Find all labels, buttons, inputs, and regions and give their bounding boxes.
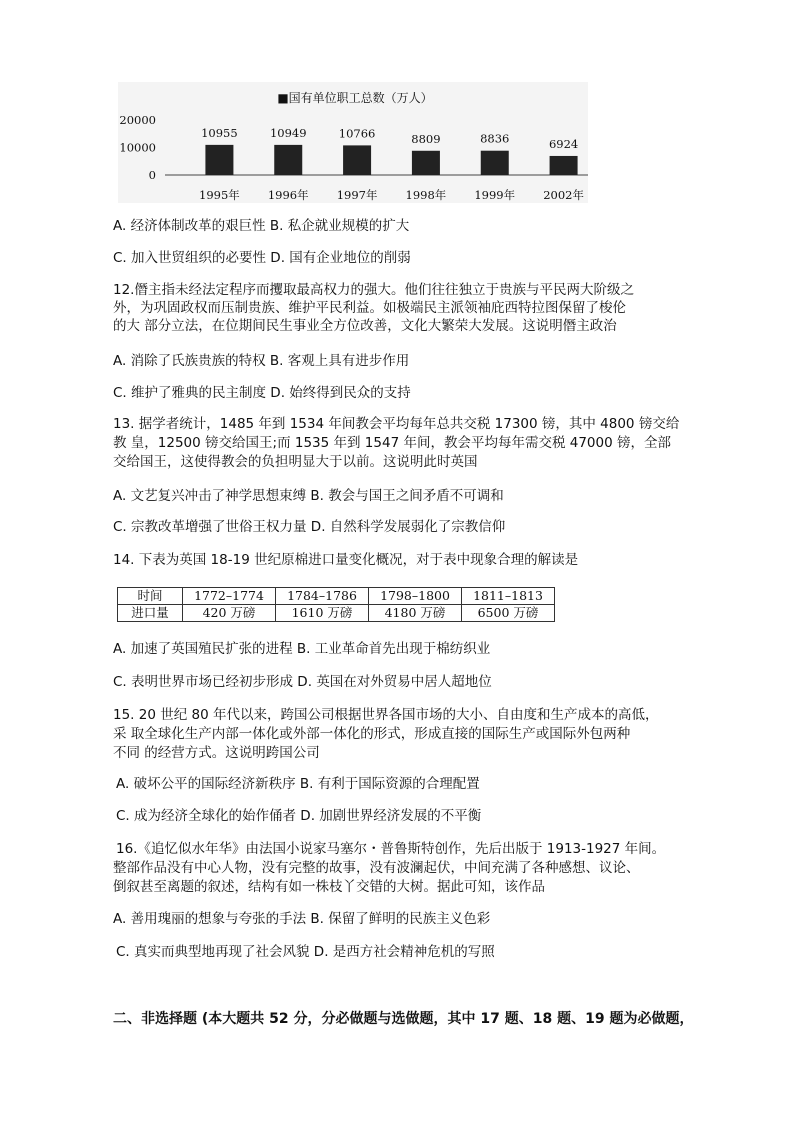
q13-stem-line-3: 交给国王，这使得教会的负担明显大于以前。这说明此时英国 xyxy=(113,454,478,470)
table-cell: 420 万磅 xyxy=(183,605,276,622)
q14-options-line-2: C. 表明世界市场已经初步形成 D. 英国在对外贸易中居人超地位 xyxy=(113,674,492,690)
q14-stem: 14. 下表为英国 18-19 世纪原棉进口量变化概况，对于表中现象合理的解读是 xyxy=(113,552,579,568)
q15-stem-line-3: 不同 的经营方式。这说明跨国公司 xyxy=(113,745,320,761)
bar xyxy=(205,145,233,175)
employee-bar-chart xyxy=(110,82,590,207)
table-row xyxy=(118,588,555,605)
data-label: 10955 xyxy=(201,125,238,140)
table-cell: 1610 万磅 xyxy=(276,605,369,622)
table-cell: 1772–1774 xyxy=(183,588,276,605)
data-label: 10949 xyxy=(269,125,307,140)
q12-stem-line-3: 的大 部分立法，在位期间民生事业全方位改善，文化大繁荣大发展。这说明僭主政治 xyxy=(113,318,617,334)
table-cell: 1811–1813 xyxy=(462,588,555,605)
data-label: 6924 xyxy=(548,136,579,151)
data-label: 8836 xyxy=(480,131,510,146)
q12-stem-line-2: 外，为巩固政权而压制贵族、维护平民利益。如极端民主派领袖庇西特拉图保留了梭伦 xyxy=(113,300,626,316)
x-tick-label: 2002年 xyxy=(543,188,584,202)
data-label: 8809 xyxy=(411,131,441,146)
table-cell: 4180 万磅 xyxy=(369,605,462,622)
table-cell: 时间 xyxy=(118,588,183,605)
q16-stem-line-1: 16.《追忆似水年华》由法国小说家马塞尔・普鲁斯特创作，先后出版于 1913-1927 年间。 xyxy=(116,841,666,857)
table-cell: 1798–1800 xyxy=(369,588,462,605)
table-cell: 进口量 xyxy=(118,605,183,622)
q13-options-line-1: A. 文艺复兴冲击了神学思想束缚 B. 教会与国王之间矛盾不可调和 xyxy=(113,488,504,504)
x-tick-label: 1997年 xyxy=(336,188,378,202)
q13-stem-line-2: 教 皇，12500 镑交给国王;而 1535 年到 1547 年间，教会平均每年需交税 47000 镑，全部 xyxy=(113,435,671,451)
y-tick-label: 20000 xyxy=(119,113,156,127)
q15-stem-line-2: 采 取全球化生产内部一体化或外部一体化的形式，形成直接的国际生产或国际外包两种 xyxy=(113,726,631,742)
x-tick-label: 1998年 xyxy=(405,188,447,202)
bar xyxy=(343,145,371,175)
bar xyxy=(550,156,578,175)
q14-options-line-1: A. 加速了英国殖民扩张的进程 B. 工业革命首先出现于棉纺织业 xyxy=(113,641,491,657)
x-tick-label: 1995年 xyxy=(199,188,240,202)
q12-options-line-1: A. 消除了氏族贵族的特权 B. 客观上具有进步作用 xyxy=(113,353,410,369)
q16-stem-line-2: 整部作品没有中心人物，没有完整的故事，没有波澜起伏，中间充满了各种感想、议论、 xyxy=(113,860,640,876)
chart-title: ■国有单位职工总数（万人） xyxy=(277,91,433,105)
q15-stem-line-1: 15. 20 世纪 80 年代以来，跨国公司根据世界各国市场的大小、自由度和生产成本的高低， xyxy=(113,707,659,723)
x-tick-label: 1999年 xyxy=(474,188,516,202)
q16-options-line-1: A. 善用瑰丽的想象与夸张的手法 B. 保留了鲜明的民族主义色彩 xyxy=(113,911,491,927)
table-row xyxy=(118,605,555,622)
bar xyxy=(412,151,440,175)
q11-options-line-1: A. 经济体制改革的艰巨性 B. 私企就业规模的扩大 xyxy=(113,218,410,234)
table-cell: 1784–1786 xyxy=(276,588,369,605)
y-tick-label: 10000 xyxy=(119,140,156,155)
cotton-import-table xyxy=(117,587,555,622)
y-tick-label: 0 xyxy=(148,168,156,182)
q12-stem-line-1: 12.僭主指未经法定程序而攫取最高权力的强大。他们往往独立于贵族与平民两大阶级之 xyxy=(113,282,634,298)
x-tick-label: 1996年 xyxy=(267,188,309,202)
q13-options-line-2: C. 宗教改革增强了世俗王权力量 D. 自然科学发展弱化了宗教信仰 xyxy=(113,519,506,535)
q11-options-line-2: C. 加入世贸组织的必要性 D. 国有企业地位的削弱 xyxy=(113,250,411,266)
data-label: 10766 xyxy=(338,126,376,141)
q13-stem-line-1: 13. 据学者统计，1485 年到 1534 年间教会平均每年总共交税 17300 镑，其中 4800 镑交给 xyxy=(113,416,680,432)
q16-options-line-2: C. 真实而典型地再现了社会风貌 D. 是西方社会精神危机的写照 xyxy=(116,944,495,960)
bar xyxy=(481,151,509,175)
q16-stem-line-3: 倒叙甚至离题的叙述，结构有如一株枝丫交错的大树。据此可知，该作品 xyxy=(113,879,545,895)
q15-options-line-1: A. 破坏公平的国际经济新秩序 B. 有利于国际资源的合理配置 xyxy=(116,776,480,792)
q12-options-line-2: C. 维护了雅典的民主制度 D. 始终得到民众的支持 xyxy=(113,385,411,401)
table-cell: 6500 万磅 xyxy=(462,605,555,622)
bar xyxy=(274,145,302,175)
section-2-heading: 二、非选择题 (本大题共 52 分，分必做题与选做题，其中 17 题、18 题、19 题为必做题， xyxy=(113,1011,694,1027)
q15-options-line-2: C. 成为经济全球化的始作俑者 D. 加剧世界经济发展的不平衡 xyxy=(116,808,482,824)
chart-svg xyxy=(110,82,590,207)
